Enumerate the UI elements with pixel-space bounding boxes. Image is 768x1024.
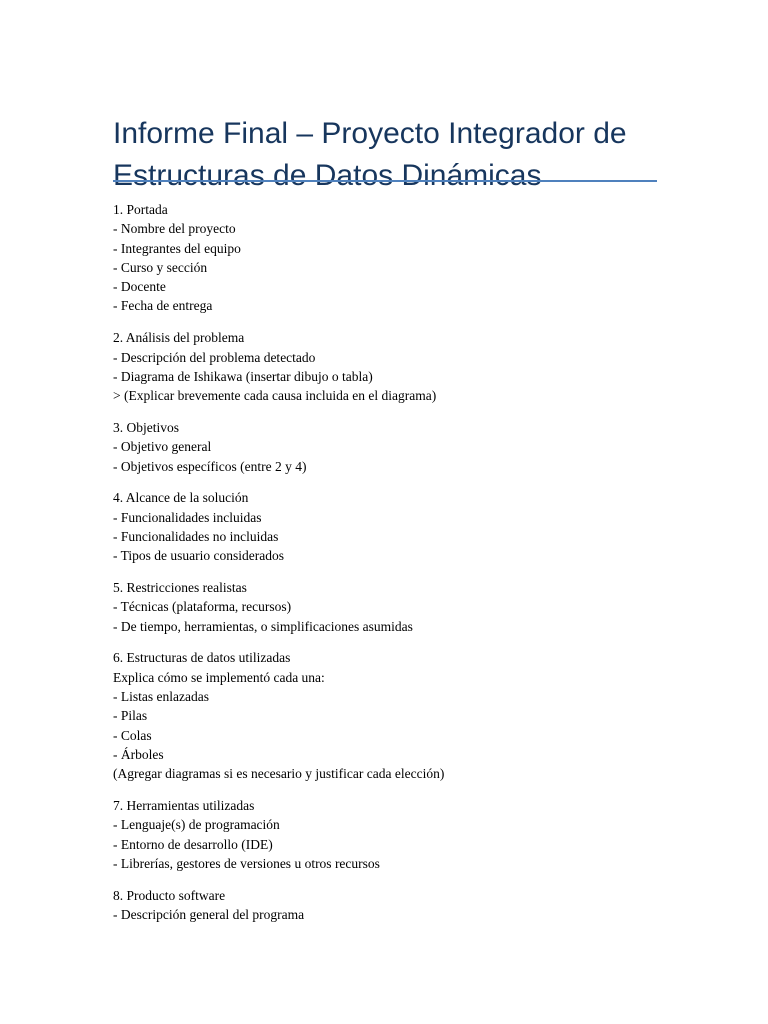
section-item: - Pilas [113,708,148,724]
section-heading: 6. Estructuras de datos utilizadas [113,650,291,666]
section-item: - Diagrama de Ishikawa (insertar dibujo o tabla) [113,368,373,384]
section-heading: 5. Restricciones realistas [113,580,247,596]
section-item: - Técnicas (plataforma, recursos) [113,599,292,615]
section-item: - Funcionalidades incluidas [113,509,262,525]
section-7 [113,796,673,873]
section-5 [113,578,673,636]
section-6 [113,648,673,783]
section-item: - Librerías, gestores de versiones u otros recursos [113,855,380,871]
section-item: - Nombre del proyecto [113,221,236,237]
section-item: - De tiempo, herramientas, o simplificaciones asumidas [113,618,413,634]
section-item: - Entorno de desarrollo (IDE) [113,836,273,852]
section-item: Explica cómo se implementó cada una: [113,669,325,685]
section-item: - Tipos de usuario considerados [113,548,284,564]
section-2 [113,328,673,405]
section-heading: 8. Producto software [113,887,226,903]
section-8 [113,886,673,925]
document-title [113,113,673,197]
section-item: - Lenguaje(s) de programación [113,817,280,833]
section-item: - Objetivo general [113,439,212,455]
section-item: - Árboles [113,746,164,762]
section-item: - Curso y sección [113,259,208,275]
title-divider [113,180,657,182]
section-item: - Colas [113,727,152,743]
section-item: > (Explicar brevemente cada causa incluida en el diagrama) [113,388,437,404]
title-line-2: Estructuras de Datos Dinámicas [113,159,542,193]
section-1 [113,200,673,316]
section-item: - Docente [113,279,166,295]
section-item: - Descripción del problema detectado [113,349,316,365]
section-item: - Descripción general del programa [113,907,305,922]
section-item: - Fecha de entrega [113,298,213,314]
document-body [113,200,673,937]
section-item: - Objetivos específicos (entre 2 y 4) [113,458,307,474]
section-4 [113,488,673,565]
section-3 [113,418,673,476]
section-item: - Listas enlazadas [113,689,209,705]
title-line-1: Informe Final – Proyecto Integrador de [113,117,627,151]
section-item: - Integrantes del equipo [113,240,241,256]
section-heading: 3. Objetivos [113,419,179,435]
section-item: (Agregar diagramas si es necesario y justificar cada elección) [113,766,445,782]
section-heading: 7. Herramientas utilizadas [113,798,255,814]
section-heading: 1. Portada [113,202,168,217]
section-item: - Funcionalidades no incluidas [113,528,279,544]
section-heading: 4. Alcance de la solución [113,490,249,506]
section-heading: 2. Análisis del problema [113,330,245,346]
